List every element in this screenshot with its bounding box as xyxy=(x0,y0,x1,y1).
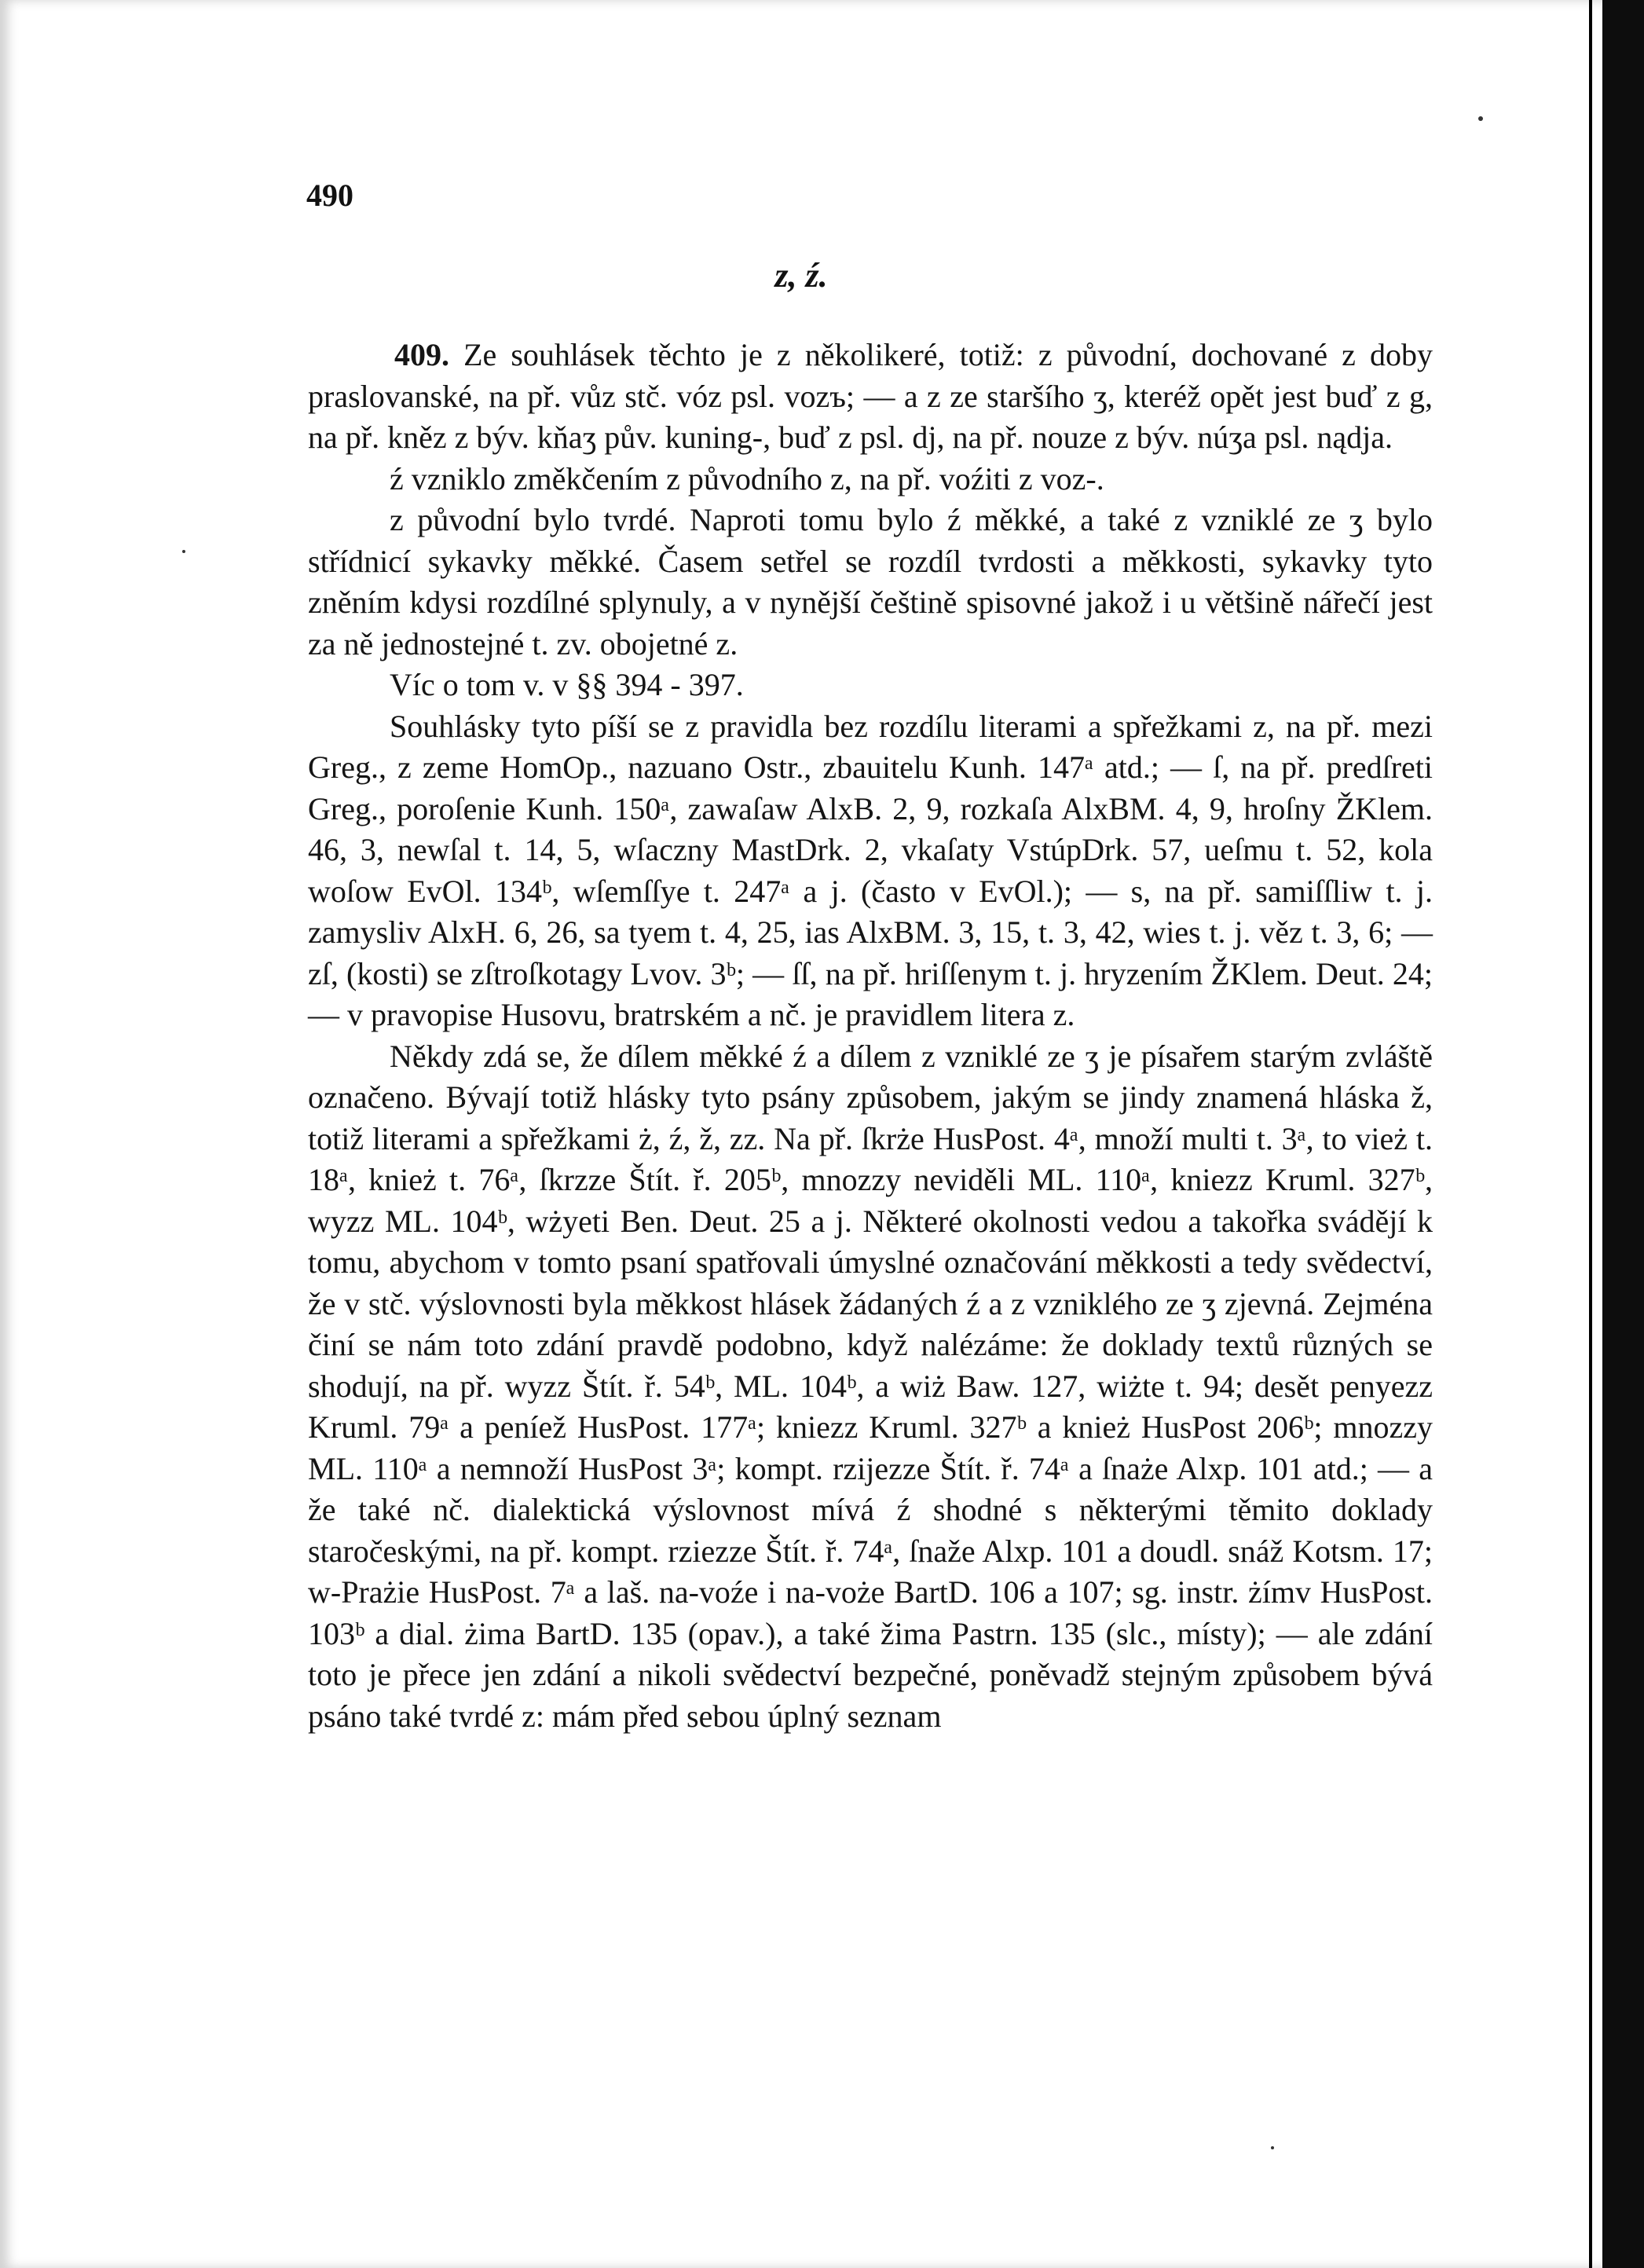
speck xyxy=(1271,2146,1274,2149)
paragraph xyxy=(308,1036,1433,1738)
paragraph-text: ź vzniklo změkčením z původního z, na př. voźiti z voz-. xyxy=(390,460,1104,496)
paragraph-text: Víc o tom v. v §§ 394 - 397. xyxy=(390,667,744,702)
paragraph xyxy=(308,335,1433,459)
paragraph-text: Souhlásky tyto píší se z pravidla bez rozdílu literami a spřežkami z, na př. mezi Greg., z zeme HomOp., nazuano Ostr., zbauitelu Kunh. 147ᵃ atd.; — ſ, na př. predſreti Greg., poroſenie Kunh. 150ᵃ, zawaſaw AlxB. 2, 9, rozkaſa AlxBM. 4, 9, hroſny ŽKlem. 46, 3, newſal t. 14, 5, wſaczny MastDrk. 2, vkaſaty VstúpDrk. 57, ueſmu t. 52, kola woſow EvOl. 134ᵇ, wſemſſye t. 247ᵃ a j. (často v EvOl.); — s, na př. samiſſliw t. j. zamysliv AlxH. 6, 26, sa tyem t. 4, 25, ias AlxBM. 3, 15, t. 3, 42, wies t. j. věz t. 3, 6; — zſ, (kosti) se zſtroſkotagy Lvov. 3ᵇ; — ſſ, na př. hriſſenym t. j. hryzením ŽKlem. Deut. 24; — v pravopise Husovu, bratrském a nč. je pravidlem litera z. xyxy=(308,708,1433,1032)
paragraph-text: z původní bylo tvrdé. Naproti tomu bylo ź měkké, a také z vzniklé ze ʒ bylo střídnicí sykavky měkké. Časem setřel se rozdíl tvrdosti a měkkosti, sykavky tyto zněním kdysi rozdílné splynuly, a v nynější češtině spisovné jakož i u většině nářečí jest za ně jednostejné t. zv. obojetné z. xyxy=(308,502,1433,661)
paragraph xyxy=(308,706,1433,1036)
speck xyxy=(182,550,185,553)
paragraph-text: Někdy zdá se, že dílem měkké ź a dílem z vzniklé ze ʒ je písařem starým zvláště označeno. Bývají totiž hlásky tyto psány způsobem, jakým se jindy znamená hláska ž, totiž literami a spřežkami ż, ź, ž, zz. Na př. ſkrże HusPost. 4ᵃ, množí multi t. 3ᵃ, to vież t. 18ᵃ, knież t. 76ᵃ, ſkrzze Štít. ř. 205ᵇ, mnozzy neviděli ML. 110ᵃ, kniezz Kruml. 327ᵇ, wyzz ML. 104ᵇ, wżyeti Ben. Deut. 25 a j. Některé okolnosti vedou a takořka svádějí k tomu, abychom v tomto psaní spatřovali úmyslné označování měkkosti a tedy svědectví, že v stč. výslovnosti byla měkkost hlásek žádaných ź a z vzniklého ze ʒ zjevná. Zejména činí se nám toto zdání pravdě podobno, když nalézáme: že doklady textů různých se shodují, na př. wyzz Štít. ř. 54ᵇ, ML. 104ᵇ, a wiż Baw. 127, wiżte t. 94; desět penyezz Kruml. 79ᵃ a peníež HusPost. 177ᵃ; kniezz Kruml. 327ᵇ a knież HusPost 206ᵇ; mnozzy ML. 110ᵃ a nemnoží HusPost 3ᵃ; kompt. rzijezze Štít. ř. 74ᵃ a ſnaże Alxp. 101 atd.; — a že také nč. dialektická výslovnost mívá ź shodné s některými těmito doklady staročeskými, na př. kompt. rziezze Štít. ř. 74ᵃ, ſnaže Alxp. 101 a doudl. snáž Kotsm. 17; w-Prażie HusPost. 7ᵃ a laš. na-voźe i na-voże BartD. 106 a 107; sg. instr. żímv HusPost. 103ᵇ a dial. żima BartD. 135 (opav.), a také žima Pastrn. 135 (slc., místy); — ale zdání toto je přece jen zdání a nikoli svědectví bezpečné, poněvadž stejným způsobem bývá psáno také tvrdé z: mám před sebou úplný seznam xyxy=(308,1038,1433,1734)
paragraph xyxy=(308,500,1433,665)
page-edge-line xyxy=(1589,0,1592,2268)
scan-edge xyxy=(1602,0,1644,2268)
paragraph xyxy=(308,665,1433,706)
speck xyxy=(1478,116,1483,121)
section-number: 409. xyxy=(394,337,449,372)
body-text xyxy=(308,335,1433,1737)
page-number: 490 xyxy=(306,178,353,213)
section-heading: z, ź. xyxy=(774,256,828,295)
paragraph-text: Ze souhlásek těchto je z několikeré, totiž: z původní, dochované z doby praslovanské, na př. vůz stč. vóz psl. vozъ; — a z ze staršího ʒ, kteréž opět jest buď z g, na př. kněz z býv. kňaʒ pův. kuning-, buď z psl. dj, na př. nouze z býv. núʒa psl. nądja. xyxy=(308,337,1433,455)
paragraph xyxy=(308,459,1433,500)
